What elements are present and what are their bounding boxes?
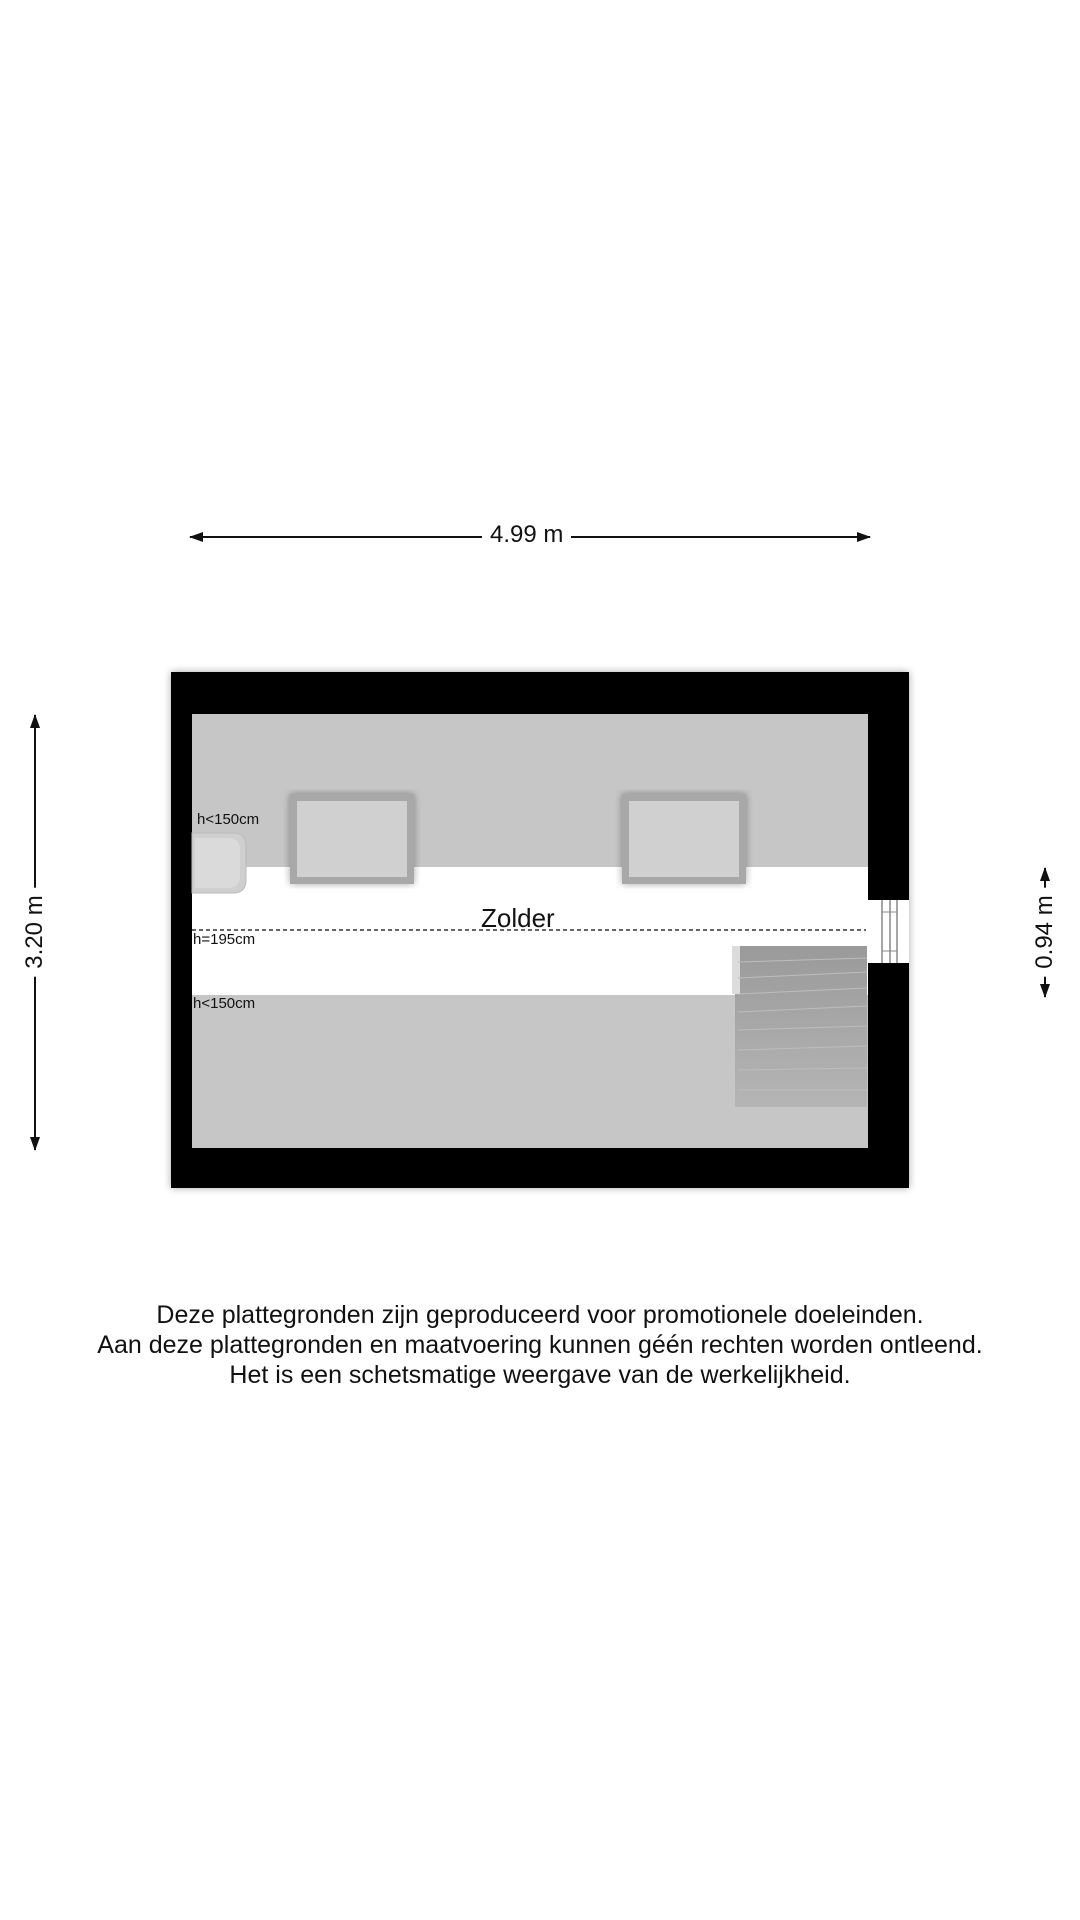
disclaimer [0, 1300, 1080, 1390]
height-label-top: h<150cm [197, 811, 260, 828]
window-opening [866, 900, 909, 963]
height-label-bottom: h<150cm [193, 995, 256, 1012]
wall-fixture [192, 833, 246, 893]
disclaimer-line-3: Het is een schetsmatige weergave van de werkelijkheid. [229, 1361, 851, 1389]
staircase [732, 946, 867, 1107]
skylight-right [622, 794, 746, 884]
window-dimension-label: 0.94 m [1031, 887, 1059, 976]
width-dimension-label: 4.99 m [482, 521, 571, 549]
disclaimer-line-2: Aan deze plattegronden en maatvoering kunnen géén rechten worden ontleend. [97, 1331, 983, 1359]
height-dimension-label: 3.20 m [21, 887, 49, 976]
disclaimer-line-1: Deze plattegronden zijn geproduceerd voor promotionele doeleinden. [156, 1301, 924, 1329]
height-label-middle: h=195cm [193, 931, 256, 948]
skylight-left [290, 794, 414, 884]
room-name: Zolder [481, 903, 555, 933]
